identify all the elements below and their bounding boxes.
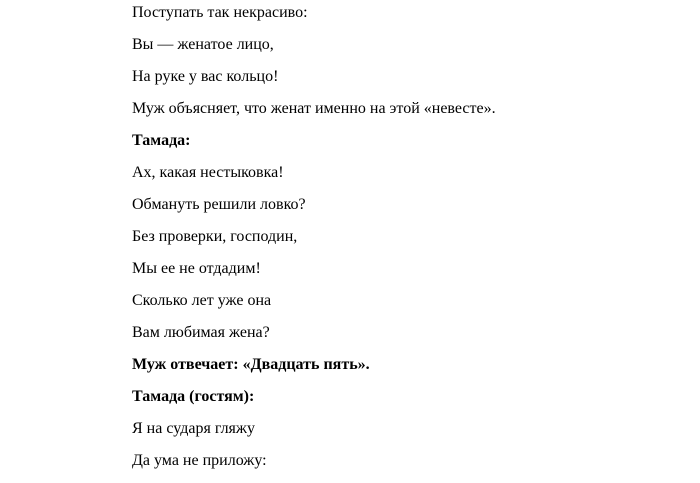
verse-line: Сколько лет уже она xyxy=(132,292,272,309)
verse-line: Я на сударя гляжу xyxy=(132,420,255,437)
verse-line: Да ума не приложу: xyxy=(132,452,267,469)
verse-line: Обмануть решили ловко? xyxy=(132,196,306,213)
stage-direction: Муж объясняет, что женат именно на этой «невесте». xyxy=(132,100,496,117)
verse-line: Вы — женатое лицо, xyxy=(132,36,274,53)
verse-line: На руке у вас кольцо! xyxy=(132,68,279,85)
verse-line: Ах, какая нестыковка! xyxy=(132,164,284,181)
document-body xyxy=(132,3,690,483)
verse-line: Вам любимая жена? xyxy=(132,324,270,341)
speaker-heading: Тамада: xyxy=(132,132,191,149)
speaker-heading: Муж отвечает: «Двадцать пять». xyxy=(132,356,370,373)
verse-line: Мы ее не отдадим! xyxy=(132,260,261,277)
verse-line: Без проверки, господин, xyxy=(132,228,298,245)
verse-line: Поступать так некрасиво: xyxy=(132,4,308,21)
speaker-heading: Тамада (гостям): xyxy=(132,388,255,405)
